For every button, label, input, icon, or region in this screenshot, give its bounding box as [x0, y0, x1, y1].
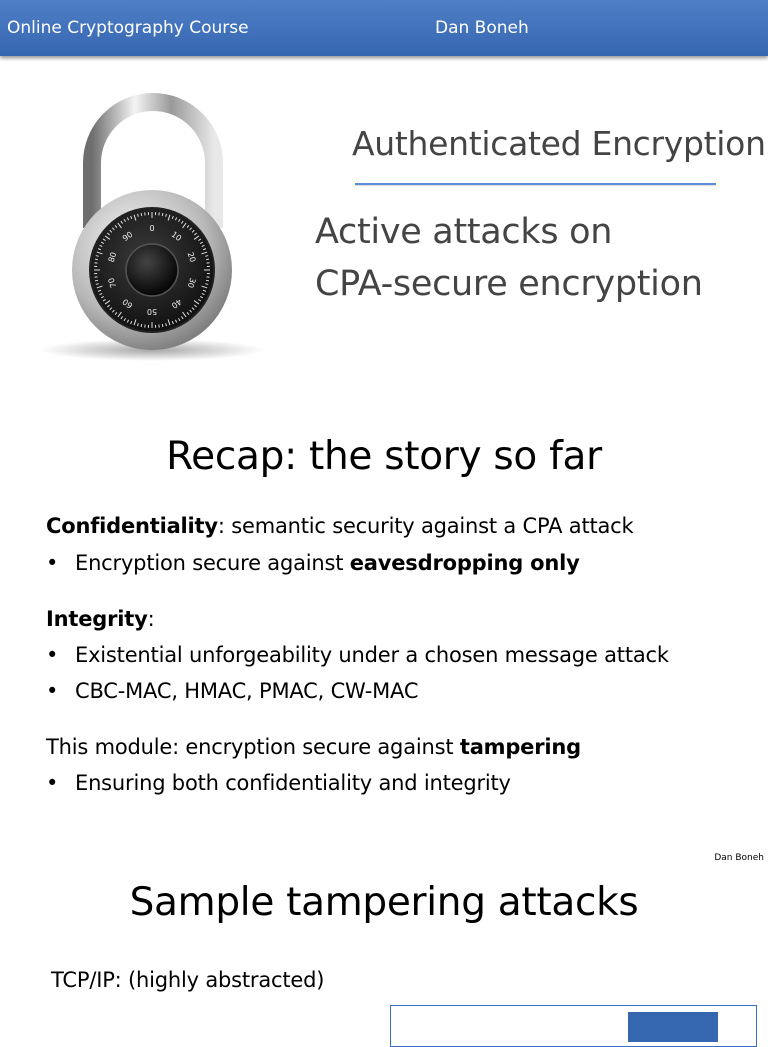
- dial-number: 50: [147, 307, 157, 316]
- integrity-label: Integrity: [46, 607, 148, 631]
- dial-number: 40: [170, 297, 184, 310]
- module-bullet-text: Ensuring both confidentiality and integrity: [75, 771, 511, 795]
- title-divider: [355, 183, 716, 185]
- integrity-text: :: [148, 607, 155, 631]
- integrity-bullet-1-text: Existential unforgeability under a chosen message attack: [75, 643, 669, 667]
- dial-number: 80: [107, 251, 119, 263]
- dial-number: 20: [186, 251, 198, 263]
- module-text: This module: encryption secure against: [46, 735, 460, 759]
- dial-number: 90: [121, 230, 135, 243]
- slide-header-bar: [0, 0, 768, 56]
- padlock-image: [22, 78, 284, 378]
- confidentiality-bullet-bold: eavesdropping only: [350, 551, 580, 575]
- dial-tick: [141, 213, 142, 216]
- module-line: [46, 735, 581, 759]
- packet-diagram: [390, 1005, 757, 1047]
- dial-number: 0: [149, 224, 154, 233]
- dial-tick: [95, 280, 98, 281]
- dial-tick: [162, 324, 163, 327]
- header-author: Dan Boneh: [435, 18, 529, 38]
- bullet-dot: •: [46, 643, 58, 667]
- lecture-title: Authenticated Encryption: [352, 124, 766, 163]
- padlock-icon: [22, 78, 284, 378]
- confidentiality-text: : semantic security against a CPA attack: [218, 514, 634, 538]
- module-bold: tampering: [460, 735, 581, 759]
- course-name: Online Cryptography Course: [7, 18, 249, 38]
- lecture-subtitle: [315, 206, 703, 310]
- bullet-dot: •: [46, 771, 58, 795]
- dial-tick: [206, 259, 209, 260]
- dial-tick: [162, 213, 163, 216]
- recap-title: Recap: the story so far: [0, 434, 768, 479]
- integrity-line: [46, 607, 154, 631]
- dial-number: 10: [170, 230, 184, 243]
- tampering-title: Sample tampering attacks: [0, 880, 768, 925]
- dial-number: 60: [121, 297, 135, 310]
- packet-field: [628, 1012, 718, 1042]
- confidentiality-bullet-text: Encryption secure against: [75, 551, 350, 575]
- subtitle-line-1: Active attacks on: [315, 206, 703, 258]
- dial-number: 30: [186, 277, 198, 289]
- dial-tick: [95, 259, 98, 260]
- dial-tick: [141, 324, 142, 327]
- integrity-bullet-2-text: CBC-MAC, HMAC, PMAC, CW-MAC: [75, 679, 418, 703]
- subtitle-line-2: CPA-secure encryption: [315, 258, 703, 310]
- dial-tick: [206, 280, 209, 281]
- confidentiality-line: [46, 514, 634, 538]
- slide-footer-author: Dan Boneh: [714, 853, 764, 863]
- bullet-dot: •: [46, 679, 58, 703]
- tcp-line: TCP/IP: (highly abstracted): [51, 968, 324, 992]
- confidentiality-label: Confidentiality: [46, 514, 218, 538]
- bullet-dot: •: [46, 551, 58, 575]
- dial-number: 70: [107, 277, 119, 289]
